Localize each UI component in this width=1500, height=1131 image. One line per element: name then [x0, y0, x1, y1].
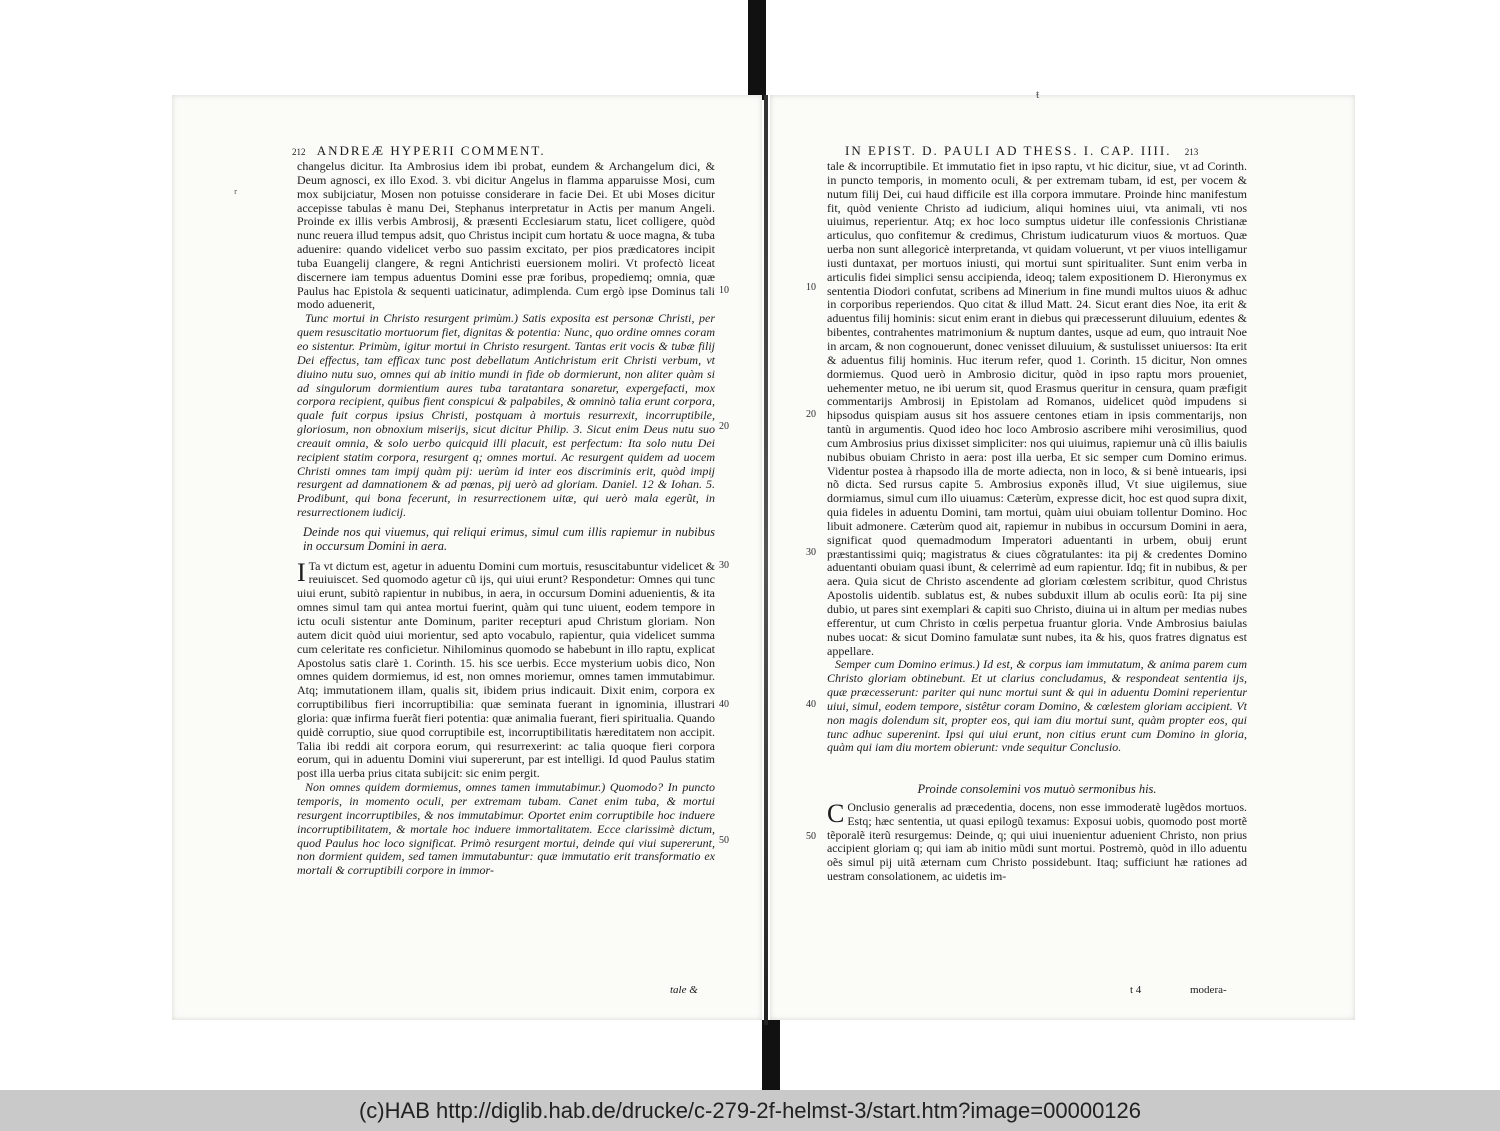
right-line-number: 30 [806, 547, 816, 558]
left-page [172, 95, 762, 1020]
right-catchword: modera- [1190, 984, 1227, 996]
right-line-number: 10 [806, 282, 816, 293]
left-catchword: tale & [670, 984, 698, 996]
left-dropcap: I [297, 557, 306, 587]
right-text-column-end [827, 783, 1247, 889]
right-folio: 213 [1184, 147, 1199, 157]
left-running-head-text: ANDREÆ HYPERII COMMENT. [316, 143, 546, 158]
right-verse: Proinde consolemini vos mutuò sermonibus his. [917, 783, 1157, 796]
copyright-footer [0, 1090, 1500, 1131]
right-line-number: 50 [806, 831, 816, 842]
scan-blemish: ŧ [1036, 87, 1040, 101]
right-page [770, 87, 1355, 1020]
right-commentary [827, 798, 1247, 884]
right-lemma-1: Semper cum Domino erimus.) Id est, & corpus iam immutatum, & anima parem cum Christo gloriam obtinebunt. Et ut clarius concludamus, & respondeat sententia ijs, quæ præcesserunt: pariter qui nunc mortui sunt & qui in aduentu Domini reperientur uiui, simul, eodem tempore, sistêtur coram Domino, & cœlestem gloriam accipient. Vt non magis dolendum sit, propter eos, qui iam diu mortui sunt, quàm propter eos, qui tunc adhuc superenint. Ipsi qui uiui erunt, non citius erunt cum Domino in gloria, quàm qui iam diu mortem obierunt: vnde sequitur Conclusio. [827, 657, 1247, 755]
book-spine [764, 95, 768, 1025]
left-verse: Deinde nos qui viuemus, qui reliqui erimus, simul cum illis rapiemur in nubibus in occursum Domini in aera. [303, 524, 715, 553]
right-running-head [845, 143, 1198, 159]
right-text-column [827, 160, 1247, 882]
copyright-credit: (c)HAB http://diglib.hab.de/drucke/c-279-2f-helmst-3/start.htm?image=00000126 [358, 1097, 1142, 1123]
right-running-head-text: IN EPIST. D. PAULI AD THESS. I. CAP. IIII. [845, 143, 1172, 158]
right-line-number: 40 [806, 699, 816, 710]
scan-blemish: ʳ [234, 187, 238, 202]
right-signature-mark: t 4 [1130, 984, 1142, 996]
right-line-number: 20 [806, 409, 816, 420]
right-commentary-text: Onclusio generalis ad præcedentia, docens, non esse immoderatè lugẽdos mortuos. Estq; hæc sententia, ut quasi epilogũ texamus: Exposui uobis, quomodo post mortẽ tẽporalẽ iterũ resurgemus: Deinde, q; qui uiui inuenientur aduenient Christo, non prius accipient gloriam q; qui iam ab initio mũdi sunt mortui. Postremò, quòd in illo aduentu oẽs simul pij uitã æternam cum Christo possidebunt. Itaq; sufficiunt hæ rationes ad uestram consolationem, ac uidetis im- [827, 799, 1247, 884]
left-lemma-1: Tunc mortui in Christo resurgent primùm.) Satis exposita est personæ Christi, per quem resuscitatio mortuorum fiet, dignitas & potentia: Nunc, quo ordine omnes coram eo sistentur. Primùm, igitur mortui in Christo resurgent. Tantas erit vocis & tubæ filij Dei effectus, tam efficax tunc post debellatum Antichristum erit Christi verbum, vt diuino nutu suo, omnes qui ab initio mundi in fide ob dormierunt, non aliter quàm si ad singulorum dormientium aures tuba taratantara sonaretur, expergefacti, mox corpora recipient, quibus fient conspicui & palpabiles, & omninò talia erunt corpora, quale fuit corpus ipsius Christi, postquam à mortuis resurrexit, incorruptibile, gloriosum, non obnoxium miserijs, sicut dicitur Philip. 3. Sicut enim Deus nutu suo creauit omnia, & solo uerbo quicquid illi placuit, est perfectum: Ita solo nutu Dei recipient statim corpora, resurgent q; omnes mortui. Ac resurgent quidem ad uocem Christi omnes tam impij quàm pij: uerùm id inter eos discriminis erit, quòd impij resurgent ad damnationem & ad pœnas, pij uerò ad gloriam. Daniel. 12 & Iohan. 5. Prodibunt, qui bona fecerunt, in resurrectionem uitæ, qui uerò mala egerũt, in resurrectionem iudicij. [297, 311, 715, 520]
left-text-column [297, 160, 715, 970]
left-commentary-text: Ta vt dictum est, agetur in aduentu Domini cum mortuis, resuscitabuntur videlicet & reuiuiscet. Sed quomodo agetur cũ ijs, qui uiui erunt? Respondetur: Omnes qui tunc uiui erunt, subitò rapientur in nubibus, in aera, in occursum Domini aduenientis, & ita omnes simul tam qui antea mortui fuerint, quàm qui tunc uiuent, eodem tempore in ictu oculi sistentur ante Dominum, pariter recepturi apud Christum gloriam. Non autem dicit quòd uiui morientur, sed apto vocabulo, rapientur, quia videlicet summa cum celeritate res conficietur. Nihilominus quomodo se habebunt in illo raptu, explicat Apostolus satis clarè 1. Corinth. 15. his sce uerbis. Ecce mysterium uobis dico, Non omnes quidem dormiemus, id est, non omnes moriemur, omnes tamen immutabimur. Atq; immutationem illam, qualis sit, ibidem prius indicauit. Dixit enim, corpora ex corruptibilibus fieri incorruptibilia: quæ seminata fuerant in ignominia, illustrari gloria: quæ infirma fuerãt fieri potentia: quæ animalia fuerant, fieri spiritualia. Quando quidè corruptio, siue quod corruptibile est, incorruptibilitatis hæreditatem non accipit. Talia ibi reddi ait corpora eorum, qui resurrexerint: ac talia quoque fieri corpora eorum, qui in aduentu Domini viui supererunt, par est intelligi. Id quod Paulus statim post illa uerba prius citata subijcit: sic enim pergit. [297, 558, 715, 781]
right-dropcap: C [827, 798, 845, 828]
gutter-shadow-top [748, 0, 766, 100]
left-line-number: 20 [719, 421, 729, 432]
left-commentary [297, 557, 715, 782]
left-line-number: 50 [719, 835, 729, 846]
left-running-head [292, 143, 546, 159]
left-folio: 212 [292, 147, 306, 157]
gutter-shadow-bottom [762, 1020, 780, 1090]
left-line-number: 10 [719, 285, 729, 296]
left-line-number: 30 [719, 560, 729, 571]
left-paragraph: changelus dicitur. Ita Ambrosius idem ibi probat, eundem & Archangelum dici, & Deum agnosci, ex illo Exod. 3. vbi dicitur Angelus in flamma apparuisse Mosi, cum mox subijciatur, Mosen non potuisse considerare in facie Dei. Et ubi Moses dicitur accepisse tabulas è manu Dei, Stephanus interpretatur in Actis per manum Angeli. Proinde ex illis verbis Ambrosij, & præsenti Ecclesiarum statu, licet colligere, quòd nunc reuera illud tempus adsit, quo Christus incipit cum hortatu & uoce magna, & tuba aduenire: quando videlicet verbo suo passim excitato, per pios prædicatores incipit tuba Euangelij clangere, & regni Antichristi euersionem moliri. Vt profectò liceat discernere iam tempus aduentus Domini esse præ foribus, propediemq; omnia, quæ Paulus hac Epistola & sequenti uaticinatur, adimplenda. Cum ergò ipse Dominus tali modo aduenerit, [297, 160, 715, 312]
right-paragraph: tale & incorruptibile. Et immutatio fiet in ipso raptu, vt hic dicitur, siue, vt ad Corinth. in puncto temporis, in momento oculi, & per extremam tubam, id est, per vocem & nutum filij Dei, cui haud difficile est illa corpora immutare. Proinde hinc manifestum fit, quòd veniente Christo ad iudicium, aliqui homines uiui, vta animali, vti nos uiuimus, reperientur. Atq; ex hoc loco sumptus uidetur ille confessionis Christianæ articulus, quo confitemur & credimus, Christum iudicaturum viuos & mortuos. Quæ uerba non sunt allegoricè interpretanda, vt quidam voluerunt, vt per viuos intelligamur iusti duntaxat, per mortuos iniusti, qui mortui sunt spiritualiter. Sunt enim verba in articulis fidei simplici sensu accipienda, ideoq; talem expositionem D. Hieronymus ex sententia Diodori confutat, scribens ad Minerium in fine mundi multos uiuos & adhuc in corporibus reperiendos. Quo citat & illud Matt. 24. Sicut erant dies Noe, ita erit & aduentus filij hominis: sicut enim erant in diebus qui præcesserunt diluuium, edentes & bibentes, contrahentes matrimonium & nuptum dantes, usque ad eum, quo intrauit Noe in arcam, & non cognouerunt, donec venisset diluuium, & sustulisset uniuersos: Ita erit & aduentus filij hominis. Huc iterum refer, quod 1. Corinth. 15 dicitur, Non omnes dormiemus. Quod uerò in Ambrosio dicitur, quòd in ipso raptu mors proueniet, uehementer metuo, ne ibi uerum sit, quod Erasmus queritur in censura, quam præfigit commentarijs Ambrosij in Epistolam ad Romanos, uidelicet quòd impudens si hipsodus quispiam ausus sit hos assuere centones etiam in ipsis commentarijs, non tantù in argumentis. Quod ideo hoc loco Ambrosio ascribere mihi verosimilius, quod cum Ambrosius prius dixisset simpliciter: nos qui uiuimus, rapiemur unà cũ illis baiulis nubibus obuiam Christo in aera: post illa uerba, Et sic semper cum Domino erimus. Videntur postea à rhapsodo illa de morte adiecta, non in loco, & si benè intuearis, ipsi nõ dicta. Sed rursus capite 5. Ambrosius exponẽs illud, Vt siue uigilemus, siue dormiamus, simul cum illo uiuamus: Cæterùm, expresse dicit, hoc est quod supra dixit, quia fideles in aduentu Domini, tam mortui, quàm uiui obuiam tollentur Domino. Hoc libuit admonere. Cæterùm quod ait, rapiemur in nubibus in occursum Domini in aera, significat quod quemadmodum Imperatori aduentanti in urbem, obuij erunt præstantissimi quiq; magistratus & ciues cõgratulantes: ita pij & credentes Domino aduentanti obuiam quasi ibunt, & celerrimè ad eum rapientur. Idq; fit in nubibus, & per aera. Quia sicut de Christo ascendente ad gloriam cœlestem scribitur, quod Christus Apostolis uidentib. sublatus est, & nubes subduxit illum ab oculis eorũ: Ita pij sine dubio, ut pares sint exemplari & capiti suo Christo, diuina ui in altum per medias nubes efferentur, ut cum Christo in cœlis perpetua fruantur gloria. Vnde Ambrosius baiulas nubes uocat: & sicut Domino famulatæ sunt nubes, ita & his, quos fratres dignatus est appellare. [827, 160, 1247, 658]
left-lemma-2: Non omnes quidem dormiemus, omnes tamen immutabimur.) Quomodo? In puncto temporis, in momento oculi, per extremam tubam. Canet enim tuba, & mortui resurgent incorruptibiles, & nos immutabimur. Oportet enim corruptibile hoc induere incorruptibilitatem, & mortale hoc induere immortalitatem. Ecce clarissimè dictum, quod Paulus hoc loco significat. Primò resurgent mortui, deinde qui viui supererunt, non dormient quidem, sed tamen immutabuntur: quæ immutatio erit transformatio ex mortali & corruptibili corpore in immor- [297, 780, 715, 878]
left-line-number: 40 [719, 699, 729, 710]
